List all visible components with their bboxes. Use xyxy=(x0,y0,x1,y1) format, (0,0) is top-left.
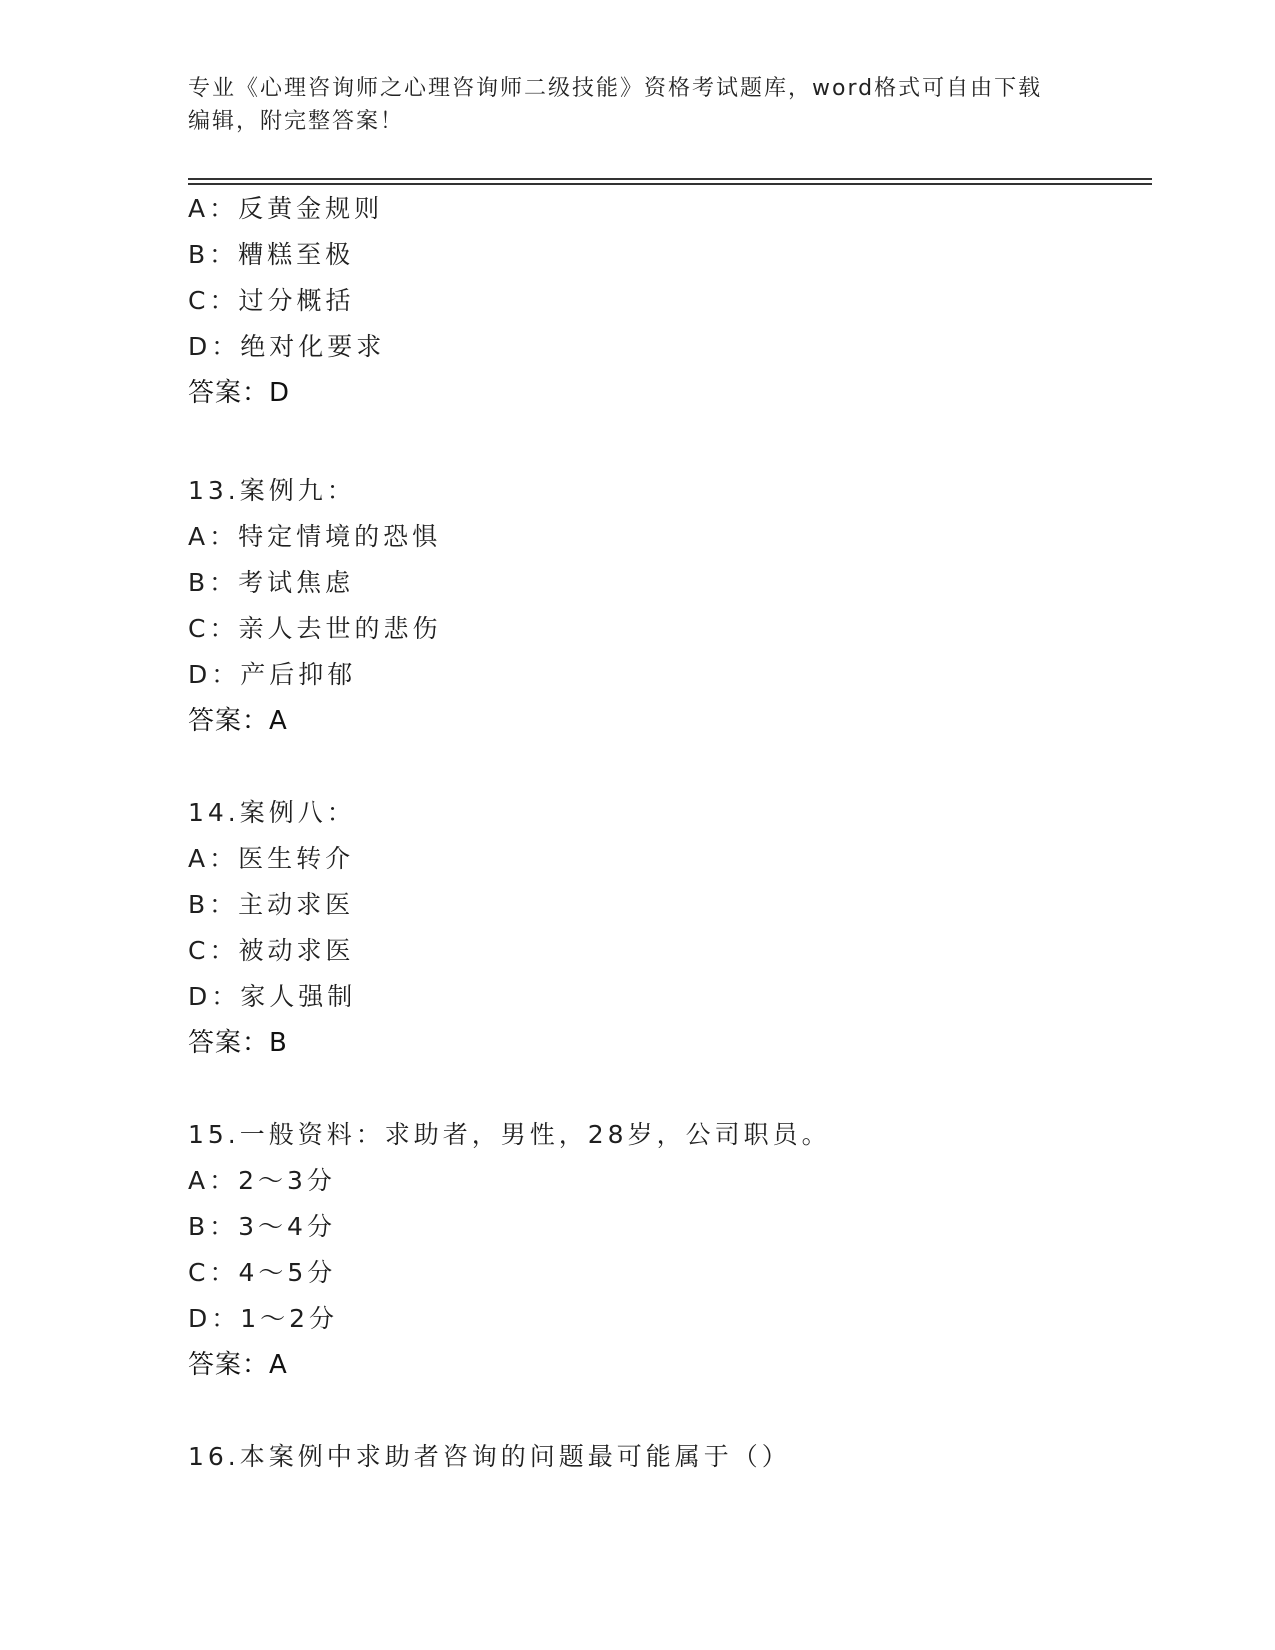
header-line-2: 编辑，附完整答案！ xyxy=(188,109,405,134)
option-b: B：3～4分 xyxy=(188,1212,336,1241)
option-c: C：被动求医 xyxy=(188,936,355,965)
option-b: B：主动求医 xyxy=(188,890,355,919)
option-c: C：4～5分 xyxy=(188,1258,337,1287)
option-d: D：家人强制 xyxy=(188,982,357,1011)
header-line-1: 专业《心理咨询师之心理咨询师二级技能》资格考试题库，word格式可自由下载 xyxy=(188,76,1043,101)
question-12-block xyxy=(188,186,1152,416)
option-c: C：亲人去世的悲伤 xyxy=(188,614,442,643)
option-b: B：考试焦虑 xyxy=(188,568,355,597)
question-title: 15.一般资料：求助者，男性，28岁，公司职员。 xyxy=(188,1120,831,1149)
option-a: A：特定情境的恐惧 xyxy=(188,522,442,551)
option-b: B：糟糕至极 xyxy=(188,240,355,269)
option-a: A：医生转介 xyxy=(188,844,355,873)
option-d: D：1～2分 xyxy=(188,1304,339,1333)
option-d: D：绝对化要求 xyxy=(188,332,386,361)
question-15-block xyxy=(188,1112,1152,1388)
option-d: D：产后抑郁 xyxy=(188,660,357,689)
question-title: 14.案例八： xyxy=(188,798,356,827)
answer-line: 答案：B xyxy=(188,1028,288,1058)
header-divider-top xyxy=(188,178,1152,180)
option-a: A：2～3分 xyxy=(188,1166,336,1195)
header-divider-bottom xyxy=(188,183,1152,185)
answer-line: 答案：A xyxy=(188,1350,288,1380)
question-16-block xyxy=(188,1434,1152,1480)
question-title: 13.案例九： xyxy=(188,476,356,505)
answer-line: 答案：A xyxy=(188,706,288,736)
question-14-block xyxy=(188,790,1152,1066)
question-title: 16.本案例中求助者咨询的问题最可能属于（） xyxy=(188,1442,791,1471)
option-a: A：反黄金规则 xyxy=(188,194,384,223)
question-13-block xyxy=(188,468,1152,744)
option-c: C：过分概括 xyxy=(188,286,355,315)
document-header xyxy=(188,72,1068,138)
answer-line: 答案：D xyxy=(188,378,291,408)
